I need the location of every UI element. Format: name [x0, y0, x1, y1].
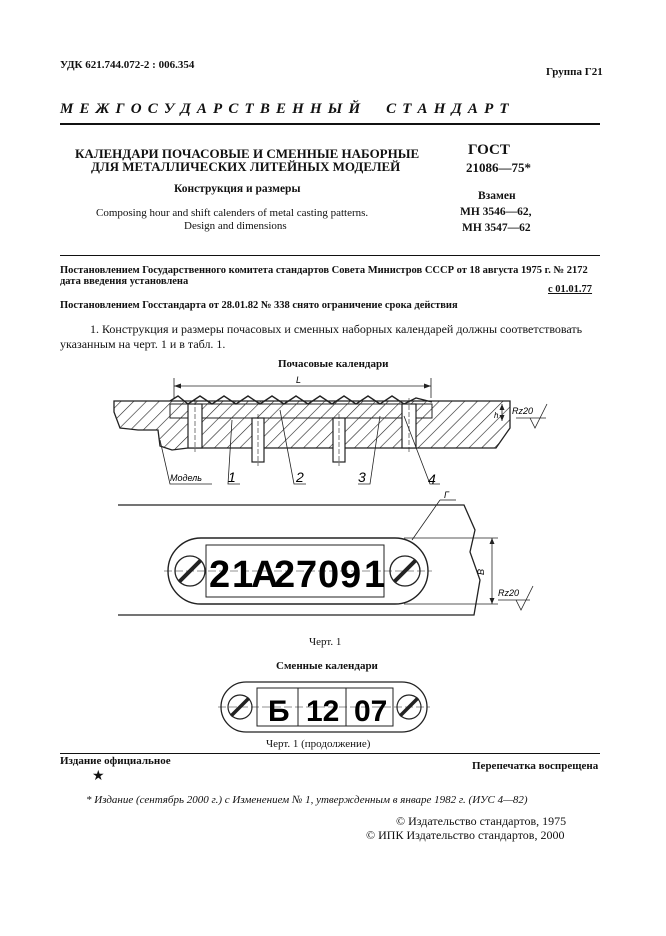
replaces-1: МН 3546—62,	[460, 206, 532, 218]
callout-G: Г	[444, 490, 449, 500]
title-en-line1: Composing hour and shift calenders of metal casting patterns.	[96, 207, 369, 219]
udk-code: УДК 621.744.072-2 : 006.354	[60, 59, 195, 71]
clause-line2: указанным на черт. 1 и в табл. 1.	[60, 337, 226, 351]
digit-8: 1	[364, 554, 386, 596]
digit-1: 2	[209, 554, 231, 596]
callout-2: 2	[296, 469, 304, 485]
resolution-line3: Постановлением Госстандарта от 28.01.82 № 338 снято ограничение срока действия	[60, 300, 458, 311]
title-en-line2: Design and dimensions	[184, 220, 287, 232]
digit-3: А	[251, 554, 279, 596]
roughness-label-2: Rz20	[498, 588, 520, 598]
title-subtitle: Конструкция и размеры	[174, 183, 301, 195]
replaces-2: МН 3547—62	[462, 222, 531, 234]
figure2-caption: Черт. 1 (продолжение)	[266, 738, 371, 750]
shift-calendar	[218, 682, 430, 732]
roughness-label-1: Rz20	[512, 406, 534, 416]
edition-note: * Издание (сентябрь 2000 г.) с Изменением № 1, утвержденным в январе 1982 г. (ИУС 4—82)	[86, 794, 528, 806]
reprint-prohibited: Перепечатка воспрещена	[472, 760, 599, 772]
footer-rule	[60, 753, 600, 754]
shift-cell-number-1: 12	[306, 695, 340, 728]
dimension-h-label: h	[494, 411, 499, 420]
introduction-date: с 01.01.77	[548, 284, 593, 295]
callout-4: 4	[428, 471, 436, 487]
figure1-caption-top: Почасовые календари	[278, 358, 389, 370]
digit-7: 9	[340, 554, 362, 596]
digit-2: 1	[232, 554, 254, 596]
model-label: Модель	[170, 473, 202, 483]
resolution-line1: Постановлением Государственного комитета стандартов Совета Министров СССР от 18 августа 1975 г. № 2172	[60, 265, 588, 276]
callout-3: 3	[358, 469, 366, 485]
callout-1: 1	[228, 469, 236, 485]
figure1-caption: Черт. 1	[309, 636, 342, 648]
shift-cell-number-2: 07	[354, 695, 388, 728]
dimension-B-label: В	[476, 568, 486, 575]
clause-line1: 1. Конструкция и размеры почасовых и сменных наборных календарей должны соответствовать	[90, 322, 583, 336]
digit-4: 2	[274, 554, 296, 596]
figure2-caption-top: Сменные календари	[276, 660, 378, 672]
title-ru-line1: КАЛЕНДАРИ ПОЧАСОВЫЕ И СМЕННЫЕ НАБОРНЫЕ	[75, 146, 420, 161]
hour-calendar-digits	[209, 554, 385, 596]
model-section	[114, 396, 510, 466]
group-code: Группа Г21	[546, 66, 603, 78]
dimension-L-label: L	[296, 375, 302, 385]
interstate-standard-heading: М Е Ж Г О С У Д А Р С Т В Е Н Н Ы Й С Т А Н Д А Р Т	[60, 101, 510, 117]
gost-label: ГОСТ	[468, 142, 510, 158]
resolution-line2: дата введения установлена	[60, 276, 189, 287]
replaces-label: Взамен	[478, 190, 516, 202]
gost-number: 21086—75*	[466, 160, 531, 175]
dimension-L	[174, 375, 431, 398]
digit-6: 0	[318, 554, 340, 596]
copyright-1975: © Издательство стандартов, 1975	[396, 814, 567, 828]
shift-cell-letter: Б	[268, 695, 290, 728]
star-icon: ★	[92, 769, 105, 784]
official-edition: Издание официальное	[60, 755, 171, 767]
title-ru-line2: ДЛЯ МЕТАЛЛИЧЕСКИХ ЛИТЕЙНЫХ МОДЕЛЕЙ	[91, 159, 401, 174]
copyright-2000: © ИПК Издательство стандартов, 2000	[366, 828, 565, 842]
digit-5: 7	[296, 554, 318, 596]
